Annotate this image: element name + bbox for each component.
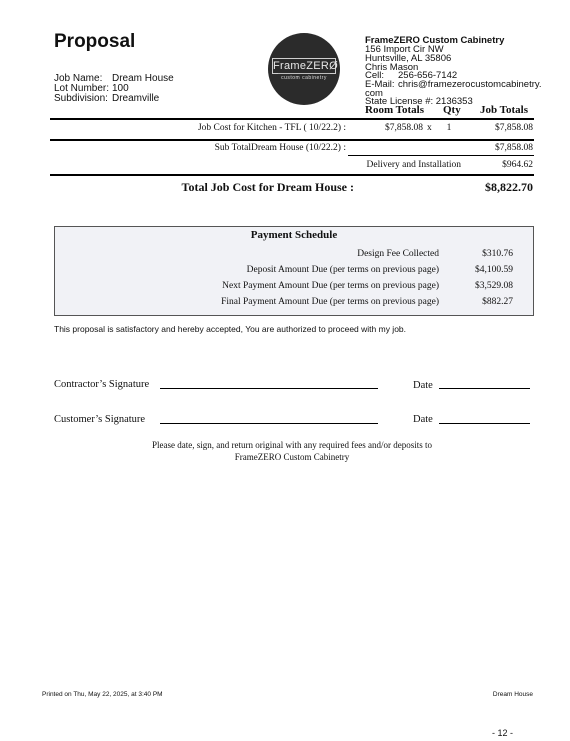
state-license: State License #: 2136353	[365, 96, 473, 107]
customer-signature-label: Customer’s Signature	[54, 414, 146, 425]
email-value: chris@framezerocustomcabinetry.	[398, 79, 542, 90]
design-fee-value: $310.76	[482, 249, 513, 259]
job-name-value: Dream House	[112, 73, 174, 84]
footer-job-name: Dream House	[492, 691, 533, 698]
customer-date-line[interactable]	[439, 423, 530, 424]
payment-schedule-title: Payment Schedule	[250, 229, 338, 241]
header-divider	[50, 118, 534, 120]
col-room-totals: Room Totals	[365, 104, 424, 116]
company-name: FrameZERO Custom Cabinetry	[365, 35, 505, 46]
next-payment-label: Next Payment Amount Due (per terms on previous page)	[222, 281, 439, 291]
return-company-name: FrameZERO Custom Cabinetry	[234, 452, 350, 462]
lot-number-label: Lot Number:	[54, 83, 110, 94]
total-divider	[50, 174, 534, 176]
printed-timestamp: Printed on Thu, May 22, 2025, at 3:40 PM	[42, 691, 163, 698]
next-payment-value: $3,529.08	[475, 281, 513, 291]
subtotal-value: $7,858.08	[495, 143, 533, 153]
cell-value: 256-656-7142	[398, 70, 458, 81]
deposit-label: Deposit Amount Due (per terms on previous page)	[246, 265, 439, 275]
row-label: Job Cost for Kitchen - TFL ( 10/22.2) :	[197, 123, 346, 133]
col-qty: Qty	[443, 104, 461, 116]
email-value-continued: com	[365, 88, 383, 99]
contractor-date-label: Date	[413, 380, 433, 391]
acceptance-text: This proposal is satisfactory and hereby accepted, You are authorized to proceed with my job.	[54, 324, 407, 334]
email-label: E-Mail:	[365, 79, 395, 90]
subdivision-label: Subdivision:	[54, 93, 108, 104]
logo-wordmark: FrameZERØ	[273, 60, 339, 72]
contractor-signature-line[interactable]	[160, 388, 378, 389]
return-instructions: Please date, sign, and return original with any required fees and/or deposits to	[152, 440, 432, 450]
delivery-label: Delivery and Installation	[366, 160, 461, 170]
contractor-date-line[interactable]	[439, 388, 530, 389]
job-name-label: Job Name:	[54, 73, 103, 84]
customer-signature-line[interactable]	[160, 423, 378, 424]
design-fee-label: Design Fee Collected	[357, 249, 439, 259]
subtotal-label: Sub TotalDream House (10/22.2) :	[214, 143, 346, 153]
company-address-2: Huntsville, AL 35806	[365, 53, 452, 64]
row-multiply: x	[427, 123, 432, 133]
deposit-value: $4,100.59	[475, 265, 513, 275]
customer-date-label: Date	[413, 414, 433, 425]
delivery-value: $964.62	[502, 160, 533, 170]
contractor-signature-label: Contractor’s Signature	[54, 379, 150, 390]
subtotal-divider	[348, 155, 534, 156]
company-logo	[268, 33, 340, 105]
row-divider	[50, 139, 534, 141]
subdivision-value: Dreamville	[112, 93, 160, 104]
total-label: Total Job Cost for Dream House :	[181, 180, 354, 194]
col-job-totals: Job Totals	[480, 104, 528, 116]
cell-label: Cell:	[365, 70, 385, 81]
final-payment-value: $882.27	[482, 297, 513, 307]
final-payment-label: Final Payment Amount Due (per terms on previous page)	[221, 297, 439, 307]
total-value: $8,822.70	[485, 180, 533, 194]
lot-number-value: 100	[112, 83, 129, 94]
page-title: Proposal	[54, 31, 136, 52]
logo-tagline: custom cabinetry	[278, 73, 330, 81]
row-job-total: $7,858.08	[495, 123, 533, 133]
row-room-total: $7,858.08	[385, 123, 423, 133]
company-contact: Chris Mason	[365, 62, 419, 73]
page-number: - 12 -	[492, 728, 514, 738]
row-qty: 1	[446, 123, 452, 133]
company-address-1: 156 Import Cir NW	[365, 44, 444, 55]
